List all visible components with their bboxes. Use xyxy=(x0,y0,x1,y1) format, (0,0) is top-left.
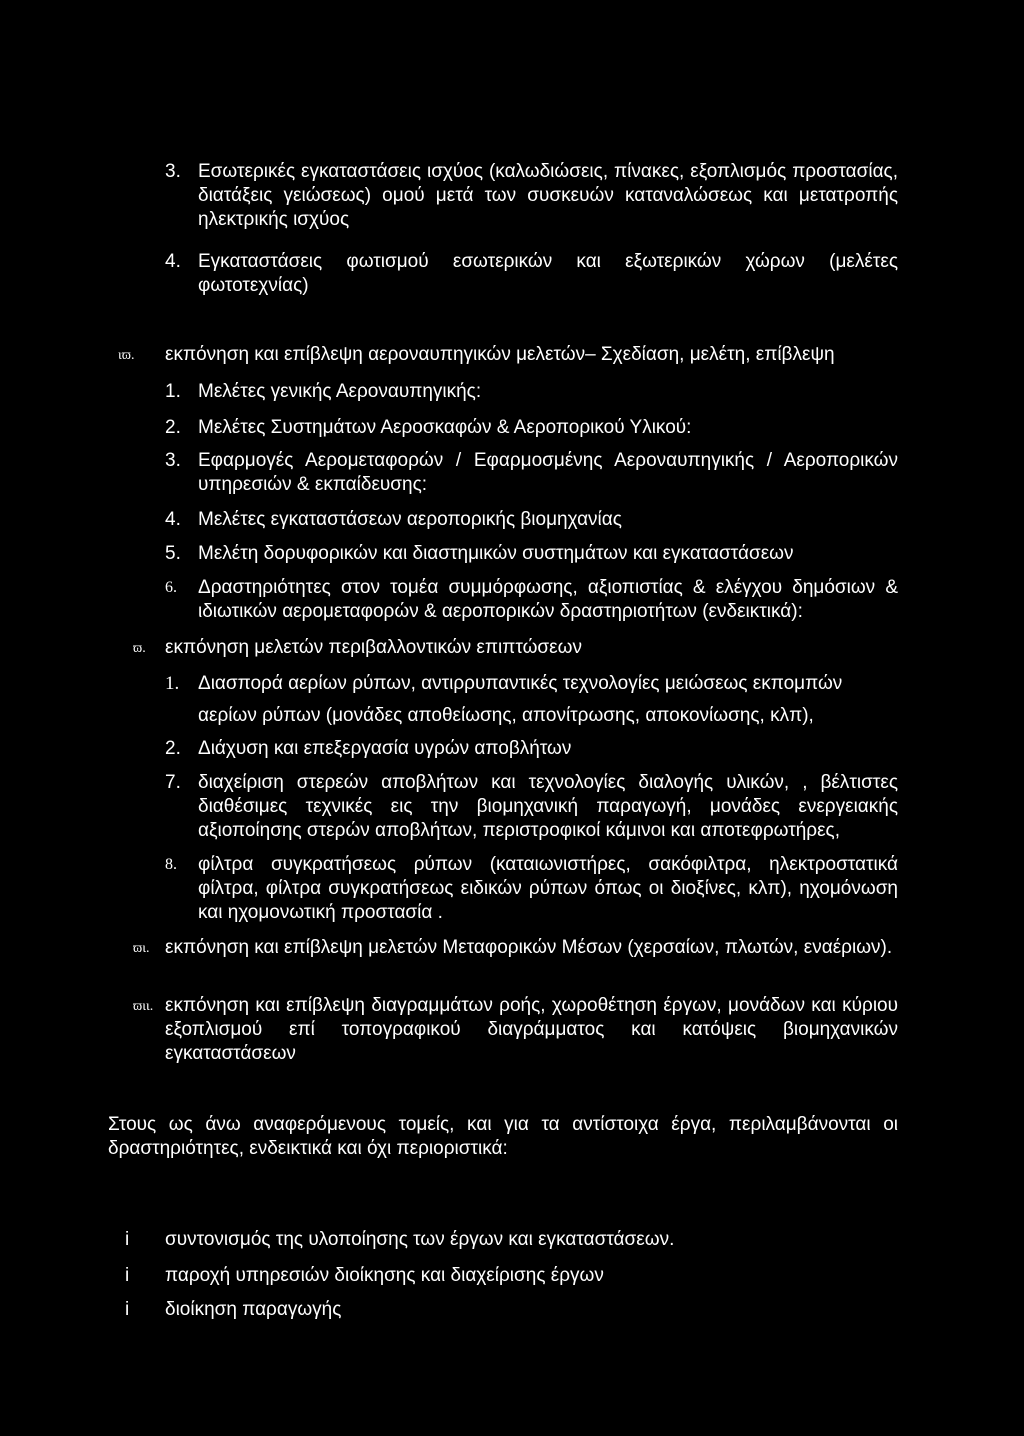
list-text: Εσωτερικές εγκαταστάσεις ισχύος (καλωδιώσεις, πίνακες, εξοπλισμός προστασίας, διατάξεις γειώσεως) ομού μετά των συσκευών καταναλώσεως και μετατροπής ηλεκτρικής ισχύος xyxy=(198,161,898,230)
section-paragraph xyxy=(165,936,898,960)
section-text: εκπόνηση και επίβλεψη μελετών Μεταφορικών Μέσων (χερσαίων, πλωτών, εναέριων). xyxy=(165,937,893,958)
list-text: Μελέτες Συστημάτων Αεροσκαφών & Αεροπορικού Υλικού: xyxy=(198,417,692,438)
list-item xyxy=(165,853,898,925)
section-title-text: εκπόνηση μελετών περιβαλλοντικών επιπτώσεων xyxy=(165,637,582,658)
list-number: 4. xyxy=(165,251,181,272)
list-number: 5. xyxy=(165,543,181,564)
section-title-text: εκπόνηση και επίβλεψη αεροναυπηγικών μελετών– Σχεδίαση, μελέτη, επίβλεψη xyxy=(165,344,835,365)
list-number: 3. xyxy=(165,450,181,471)
list-text: Διασπορά αερίων ρύπων, αντιρρυπαντικές τεχνολογίες μειώσεως εκπομπών xyxy=(198,673,843,694)
list-number: 2. xyxy=(165,738,181,759)
list-item xyxy=(165,737,898,761)
list-number: 1. xyxy=(165,381,181,402)
list-item xyxy=(165,576,898,624)
section-title xyxy=(165,636,898,660)
list-number: 7. xyxy=(165,772,181,793)
list-text: συντονισμός της υλοποίησης των έργων και εγκαταστάσεων. xyxy=(165,1229,675,1250)
list-item xyxy=(125,1298,898,1322)
list-text: Μελέτες εγκαταστάσεων αεροπορικής βιομηχανίας xyxy=(198,509,622,530)
bullet-marker: i xyxy=(125,1229,130,1250)
list-text: Εγκαταστάσεις φωτισμού εσωτερικών και εξωτερικών χώρων (μελέτες φωτοτεχνίας) xyxy=(198,251,898,296)
list-item xyxy=(165,416,898,440)
bullet-marker: i xyxy=(125,1265,130,1286)
list-item xyxy=(165,380,898,404)
list-item xyxy=(165,771,898,843)
list-text: Εφαρμογές Αερομεταφορών / Εφαρμοσμένης Αεροναυπηγικής / Αεροπορικών υπηρεσιών & εκπαίδευσης: xyxy=(198,450,898,495)
list-text: Μελέτη δορυφορικών και διαστημικών συστημάτων και εγκαταστάσεων xyxy=(198,543,794,564)
list-text: παροχή υπηρεσιών διοίκησης και διαχείρισης έργων xyxy=(165,1265,604,1286)
list-number: 1. xyxy=(165,673,180,694)
list-text: Διάχυση και επεξεργασία υγρών αποβλήτων xyxy=(198,738,572,759)
section-marker: ϖ. xyxy=(133,641,146,656)
list-text: διαχείριση στερεών αποβλήτων και τεχνολογίες διαλογής υλικών, , βέλτιστες διαθέσιμες τεχνικές εις την βιομηχανική παραγωγή, μονάδες ενεργειακής αξιοποίησης στερών αποβλήτων, περιστροφικοί κάμινοι και αποτεφρωτήρες, xyxy=(198,772,898,841)
list-item xyxy=(165,508,898,532)
list-item xyxy=(165,672,898,696)
closing-paragraph: Στους ως άνω αναφερόμενους τομείς, και για τα αντίστοιχα έργα, περιλαμβάνονται οι δραστηριότητες, ενδεικτικά και όχι περιοριστικά: xyxy=(108,1114,898,1159)
list-number: 4. xyxy=(165,509,181,530)
list-text: φίλτρα συγκρατήσεως ρύπων (καταιωνιστήρες, σακόφιλτρα, ηλεκτροστατικά φίλτρα, φίλτρα συγκρατήσεως ειδικών ρύπων όπως οι διοξίνες, κλπ), ηχομόνωση και ηχομονωτική προστασία . xyxy=(198,854,898,923)
section-marker: ϖι. xyxy=(133,941,150,956)
section-title xyxy=(165,343,898,367)
list-number: 8. xyxy=(165,856,177,873)
list-text: Μελέτες γενικής Αεροναυπηγικής: xyxy=(198,381,482,402)
list-item xyxy=(165,449,898,497)
list-text: Δραστηριότητες στον τομέα συμμόρφωσης, αξιοπιστίας & ελέγχου δημόσιων & ιδιωτικών αερομεταφορών & αεροπορικών δραστηριοτήτων (ενδεικτικά): xyxy=(198,577,898,622)
list-item xyxy=(165,250,898,298)
list-item xyxy=(125,1228,898,1252)
list-item xyxy=(125,1264,898,1288)
list-text: αερίων ρύπων (μονάδες αποθείωσης, απονίτρωσης, αποκονίωσης, κλπ), xyxy=(198,705,814,726)
list-item-continuation xyxy=(198,704,898,728)
list-number: 2. xyxy=(165,417,181,438)
bullet-marker: i xyxy=(125,1299,130,1320)
section-marker: ιϖ. xyxy=(118,348,135,363)
list-item xyxy=(165,160,898,232)
section-text: εκπόνηση και επίβλεψη διαγραμμάτων ροής, χωροθέτηση έργων, μονάδων και κύριου εξοπλισμού επί τοπογραφικού διαγράμματος και κατόψεις βιομηχανικών εγκαταστάσεων xyxy=(165,995,898,1064)
section-paragraph xyxy=(165,994,898,1066)
list-number: 3. xyxy=(165,161,181,182)
list-number: 6. xyxy=(165,579,177,596)
list-item xyxy=(165,542,898,566)
section-marker: ϖιι. xyxy=(133,999,154,1014)
list-text: διοίκηση παραγωγής xyxy=(165,1299,342,1320)
